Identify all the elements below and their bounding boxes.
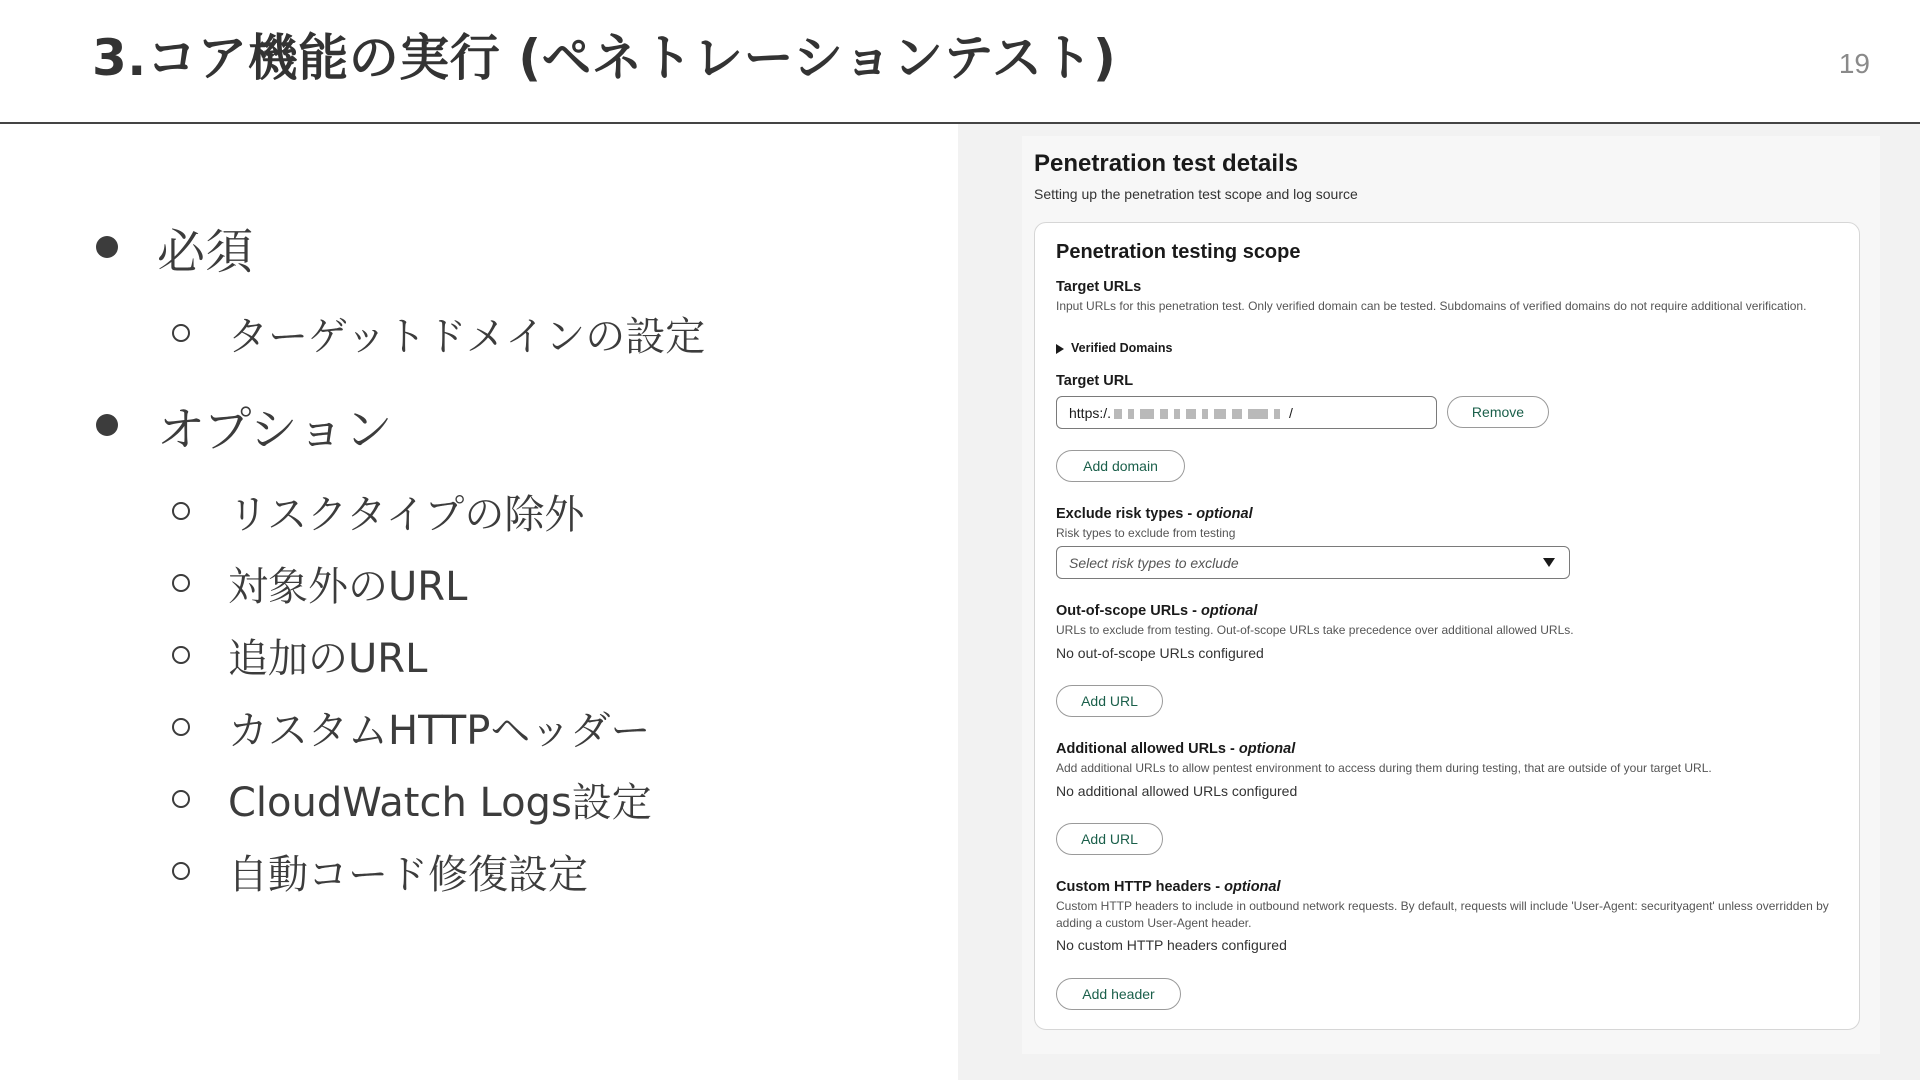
sub-bullet: [92, 835, 952, 907]
sub-bullet-circle-icon: [172, 862, 190, 880]
sub-bullet: [92, 297, 952, 369]
risk-types-placeholder: Select risk types to exclude: [1069, 554, 1239, 571]
additional-allowed-urls-empty: No additional allowed URLs configured: [1056, 783, 1298, 799]
scope-heading: Penetration testing scope: [1056, 241, 1301, 263]
add-out-of-scope-url-button[interactable]: Add URL: [1056, 685, 1163, 717]
sub-bullet-text: カスタムHTTPヘッダー: [228, 707, 651, 754]
sub-bullet-text: 自動コード修復設定: [228, 851, 588, 898]
verified-domains-toggle[interactable]: [1056, 341, 1172, 355]
bullet-required: [92, 205, 952, 289]
custom-http-headers-label: Custom HTTP headers - optional: [1056, 879, 1281, 895]
target-url-label: Target URL: [1056, 373, 1134, 389]
sub-bullet-text: 対象外のURL: [228, 563, 468, 610]
out-of-scope-urls-empty: No out-of-scope URLs configured: [1056, 645, 1264, 661]
sub-bullet-text: CloudWatch Logs設定: [228, 779, 652, 826]
verified-domains-label: Verified Domains: [1071, 341, 1173, 355]
scope-card: [1034, 222, 1860, 1030]
expand-triangle-icon: [1056, 344, 1064, 354]
bullet-options: [92, 383, 952, 467]
remove-button[interactable]: Remove: [1447, 396, 1549, 428]
dropdown-caret-icon: [1543, 558, 1555, 567]
target-url-suffix: /: [1289, 404, 1293, 421]
sub-bullet-circle-icon: [172, 790, 190, 808]
bullet-text: 必須: [157, 223, 254, 280]
slide-title: 3.コア機能の実行 (ペネトレーションテスト): [92, 29, 1117, 87]
target-urls-label: Target URLs: [1056, 279, 1142, 295]
add-domain-button[interactable]: Add domain: [1056, 450, 1185, 482]
out-of-scope-urls-label: Out-of-scope URLs - optional: [1056, 603, 1258, 619]
risk-types-select[interactable]: [1056, 546, 1570, 579]
bullet-dot-icon: [96, 414, 118, 436]
target-urls-hint: Input URLs for this penetration test. Only verified domain can be tested. Subdomains of verified domains do not require additional verification.: [1056, 299, 1807, 313]
bullet-list: [92, 205, 952, 907]
penetration-test-details-title: Penetration test details: [1034, 150, 1299, 177]
exclude-risk-types-hint: Risk types to exclude from testing: [1056, 526, 1236, 540]
sub-bullet-circle-icon: [172, 718, 190, 736]
exclude-risk-types-label: Exclude risk types - optional: [1056, 506, 1253, 522]
add-allowed-url-button[interactable]: Add URL: [1056, 823, 1163, 855]
custom-http-headers-hint: Custom HTTP headers to include in outbound network requests. By default, requests will include 'User-Agent: securityagent' unless overridden by adding a custom User-Agent header.: [1056, 899, 1829, 930]
penetration-test-details-subtitle: Setting up the penetration test scope and log source: [1034, 186, 1358, 202]
sub-bullet: [92, 475, 952, 547]
sub-bullet: [92, 547, 952, 619]
sub-bullet-text: ターゲットドメインの設定: [228, 313, 706, 360]
page-number: 19: [1838, 48, 1870, 79]
additional-allowed-urls-label: Additional allowed URLs - optional: [1056, 741, 1296, 757]
sub-bullet-text: 追加のURL: [228, 635, 428, 682]
redacted-domain: [1111, 405, 1283, 421]
sub-bullet-circle-icon: [172, 502, 190, 520]
bullet-dot-icon: [96, 236, 118, 258]
bullet-text: オプション: [157, 401, 393, 458]
sub-bullet-circle-icon: [172, 324, 190, 342]
out-of-scope-urls-hint: URLs to exclude from testing. Out-of-scope URLs take precedence over additional allowed URLs.: [1056, 623, 1574, 637]
sub-bullet: [92, 691, 952, 763]
add-header-button[interactable]: Add header: [1056, 978, 1181, 1010]
sub-bullet-text: リスクタイプの除外: [228, 491, 585, 538]
sub-bullet-circle-icon: [172, 574, 190, 592]
custom-http-headers-empty: No custom HTTP headers configured: [1056, 937, 1287, 953]
sub-bullet: [92, 763, 952, 835]
sub-bullet: [92, 619, 952, 691]
target-url-input[interactable]: [1056, 396, 1437, 429]
additional-allowed-urls-hint: Add additional URLs to allow pentest environment to access during them during testing, that are outside of your target URL.: [1056, 761, 1712, 775]
sub-bullet-circle-icon: [172, 646, 190, 664]
target-url-prefix: https:/.: [1069, 404, 1112, 421]
